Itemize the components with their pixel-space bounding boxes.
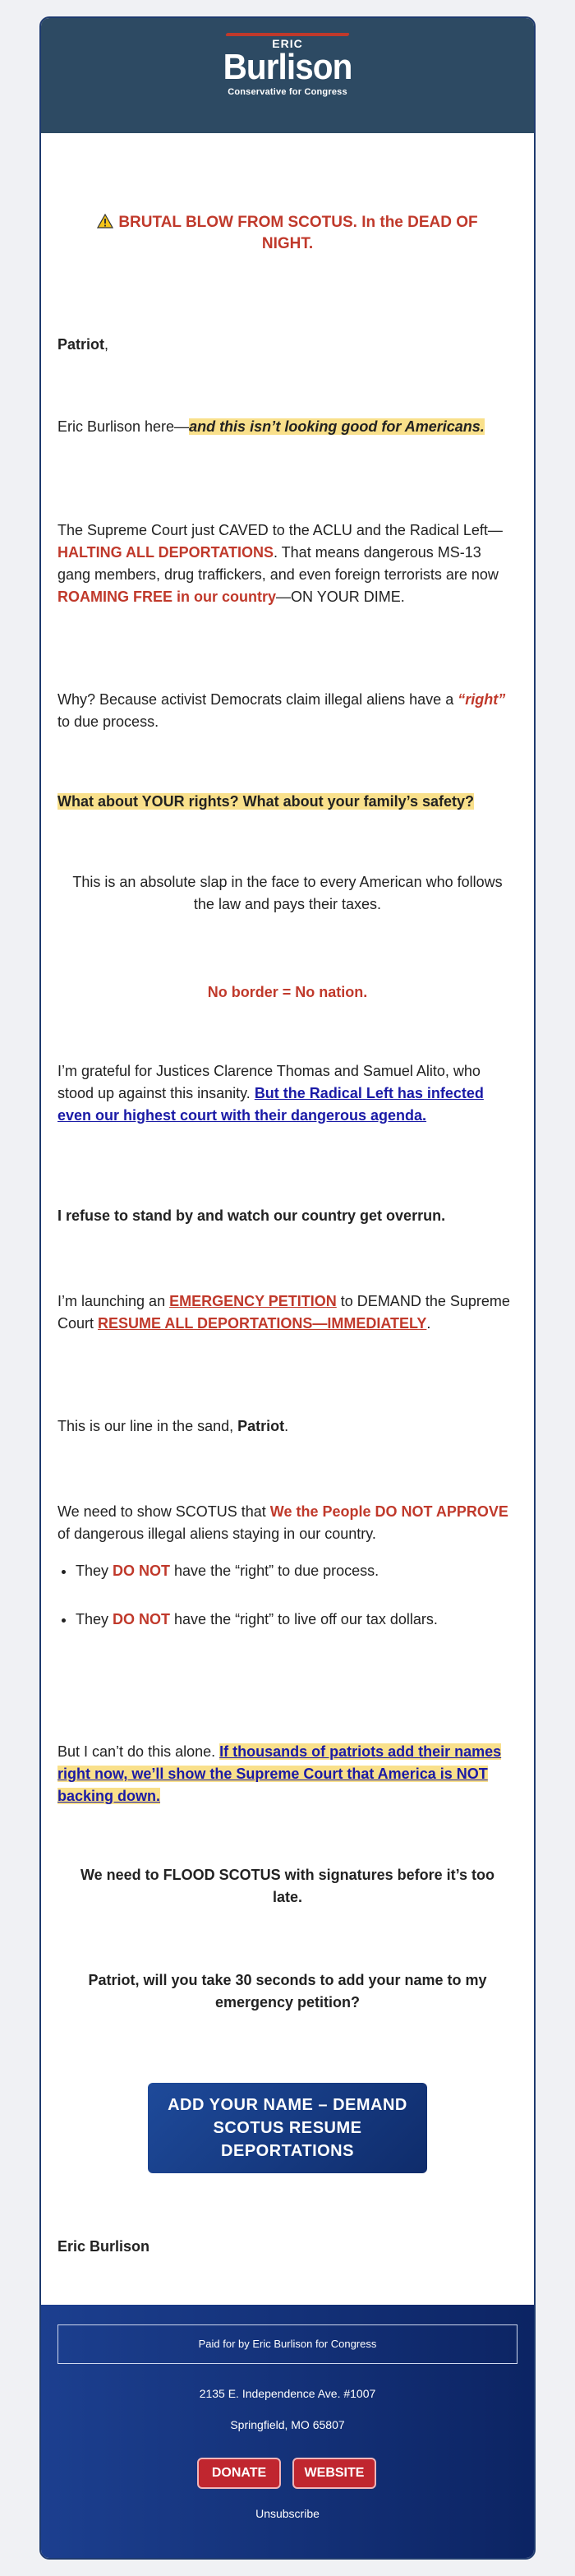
deportations-link[interactable]: RESUME ALL DEPORTATIONS—IMMEDIATELY: [98, 1315, 427, 1332]
line-punct: .: [284, 1418, 289, 1434]
paragraph-justices: [58, 1060, 518, 1127]
bullet-text-b: have the “right” to live off our tax dollars.: [170, 1611, 438, 1627]
paragraph-intro: [58, 416, 518, 438]
address-line-2: Springfield, MO 65807: [230, 2418, 345, 2431]
email-footer: [41, 2305, 534, 2560]
intro-text: Eric Burlison here—: [58, 418, 190, 435]
campaign-logo: [41, 33, 534, 97]
paragraph-slap: This is an absolute slap in the face to every American who follows the law and pays their taxes.: [72, 874, 503, 912]
list-item: [76, 1609, 518, 1631]
paragraph-court: [58, 519, 518, 608]
warning-icon: [97, 214, 113, 229]
intro-highlight: and this isn’t looking good for Americans.: [189, 418, 485, 435]
email-header: [41, 18, 534, 133]
bullet-list: [58, 1560, 518, 1631]
petition-text-c: .: [426, 1315, 431, 1332]
paragraph-line: [58, 1415, 518, 1438]
add-name-button[interactable]: ADD YOUR NAME – DEMAND SCOTUS RESUME DEPORTATIONS: [148, 2083, 427, 2173]
court-text-b: . That means dangerous MS-13 gang members, drug traffickers, and even foreign terrorists are now: [58, 544, 499, 583]
scotus-emphasis: We the People DO NOT APPROVE: [269, 1503, 508, 1520]
scotus-text-a: We need to show SCOTUS that: [58, 1503, 270, 1520]
paragraph-border: No border = No nation.: [207, 984, 368, 1000]
paragraph-alone: [58, 1741, 518, 1807]
greeting: [58, 334, 518, 356]
bullet-emphasis: DO NOT: [113, 1611, 171, 1627]
signature: Eric Burlison: [58, 2238, 150, 2255]
paragraph-why: [58, 689, 518, 733]
bullet-text-b: have the “right” to due process.: [170, 1563, 380, 1579]
logo-first-name: ERIC: [272, 37, 303, 50]
court-emphasis-b: ROAMING FREE in our country: [58, 589, 277, 605]
address-line-1: 2135 E. Independence Ave. #1007: [199, 2387, 376, 2400]
rights-highlight: What about YOUR rights? What about your family’s safety?: [58, 793, 475, 810]
why-text-b: to due process.: [58, 713, 159, 730]
headline: [74, 212, 501, 255]
paragraph-refuse: I refuse to stand by and watch our country get overrun.: [58, 1207, 446, 1224]
paragraph-rights: [58, 791, 518, 813]
unsubscribe-link[interactable]: Unsubscribe: [255, 2507, 320, 2520]
why-text-a: Why? Because activist Democrats claim illegal aliens have a: [58, 691, 458, 708]
greeting-name: Patriot: [58, 336, 105, 353]
paragraph-petition: [58, 1290, 518, 1335]
scotus-text-b: of dangerous illegal aliens staying in our country.: [58, 1526, 376, 1542]
alone-text: But I can’t do this alone.: [58, 1743, 220, 1760]
court-emphasis-a: HALTING ALL DEPORTATIONS: [58, 544, 274, 561]
greeting-punct: ,: [104, 336, 109, 353]
line-text: This is our line in the sand,: [58, 1418, 238, 1434]
petition-link[interactable]: EMERGENCY PETITION: [169, 1293, 337, 1309]
website-button[interactable]: WEBSITE: [292, 2458, 376, 2489]
justices-link[interactable]: But the Radical Left has infected even our highest court with their dangerous agenda.: [58, 1085, 484, 1124]
petition-text-b: to DEMAND the Supreme Court: [58, 1293, 510, 1332]
court-text-c: —ON YOUR DIME.: [276, 589, 405, 605]
paragraph-ask: Patriot, will you take 30 seconds to add your name to my emergency petition?: [88, 1972, 487, 2010]
alone-link[interactable]: If thousands of patriots add their names right now, we’ll show the Supreme Court that America is NOT backing down.: [58, 1743, 502, 1804]
petition-text-a: I’m launching an: [58, 1293, 170, 1309]
logo-tagline: Conservative for Congress: [228, 87, 347, 97]
paid-for-notice: Paid for by Eric Burlison for Congress: [58, 2324, 518, 2364]
court-text-a: The Supreme Court just CAVED to the ACLU and the Radical Left—: [58, 522, 503, 538]
logo-last-name: Burlison: [223, 47, 352, 87]
why-emphasis: “right”: [458, 691, 506, 708]
bullet-text-a: They: [76, 1611, 113, 1627]
headline-text: BRUTAL BLOW FROM SCOTUS. In the DEAD OF NIGHT.: [118, 214, 478, 252]
email-card: [39, 16, 536, 2560]
line-name: Patriot: [237, 1418, 285, 1434]
list-item: [76, 1560, 518, 1582]
donate-button[interactable]: DONATE: [197, 2458, 281, 2489]
bullet-emphasis: DO NOT: [113, 1563, 171, 1579]
bullet-text-a: They: [76, 1563, 113, 1579]
justices-text: I’m grateful for Justices Clarence Thomas and Samuel Alito, who stood up against this insanity.: [58, 1063, 481, 1101]
paragraph-scotus: [58, 1501, 518, 1545]
paragraph-flood: We need to FLOOD SCOTUS with signatures before it’s too late.: [80, 1867, 495, 1905]
